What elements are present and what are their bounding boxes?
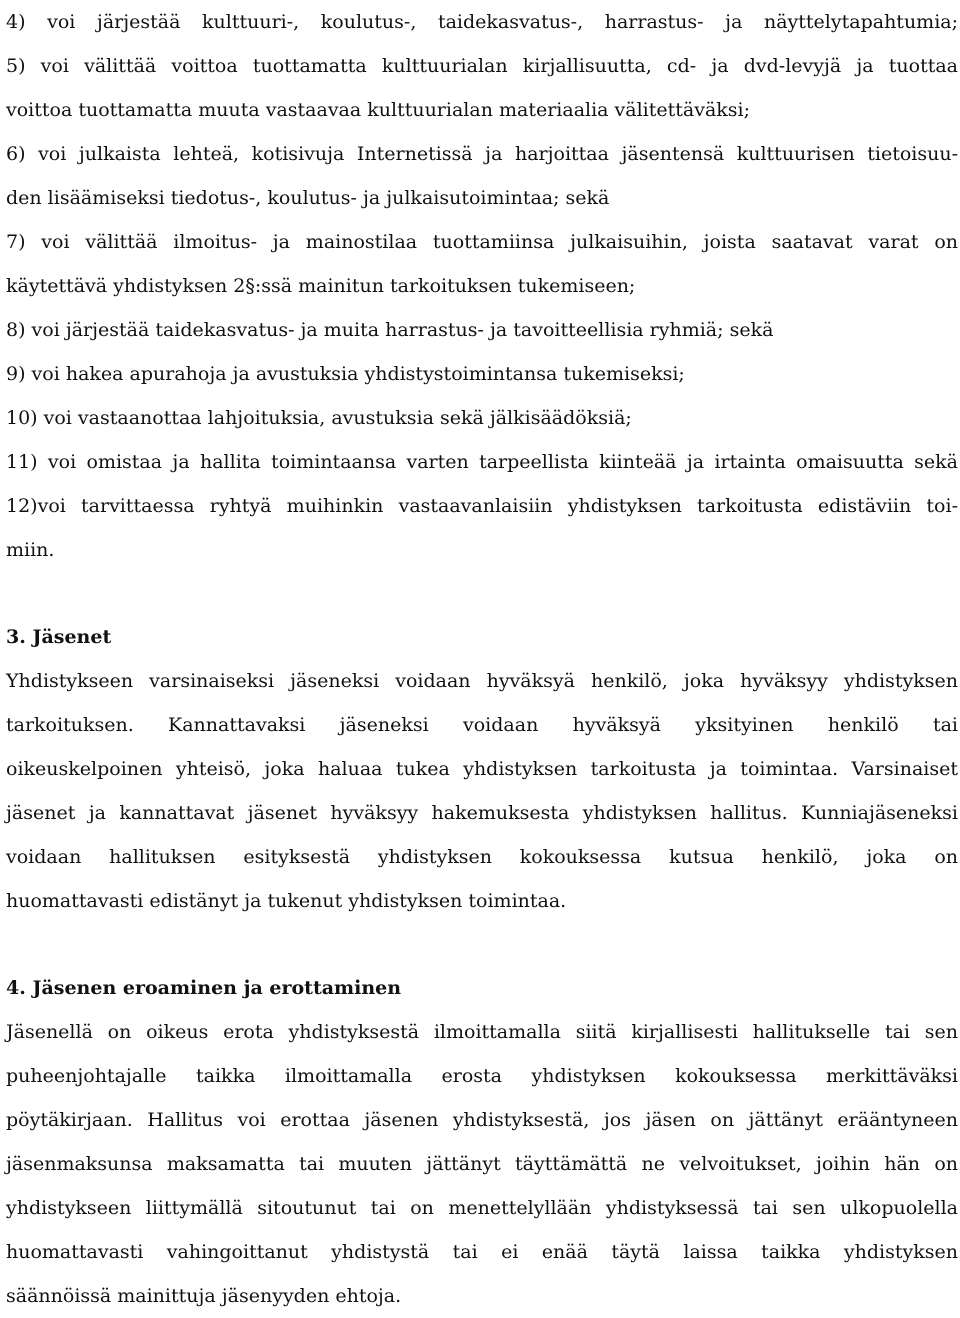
section-resignation [6, 966, 958, 1318]
section-heading: 3. Jäsenet [6, 626, 112, 648]
paragraph-line: Jäsenellä on oikeus erota yhdistyksestä ilmoittamalla siitä kirjallisesti hallitukselle tai sen [6, 1021, 958, 1043]
list-item: 6) voi julkaista lehteä, kotisivuja Internetissä ja harjoittaa jäsentensä kulttuurisen tietoisuu- [6, 143, 958, 165]
paragraph-line: voidaan hallituksen esityksestä yhdistyksen kokouksessa kutsua henkilö, joka on [6, 846, 958, 868]
paragraph-line: jäsenmaksunsa maksamatta tai muuten jättänyt täyttämättä ne velvoitukset, joihin hän on [6, 1153, 958, 1175]
list-item: 11) voi omistaa ja hallita toimintaansa varten tarpeellista kiinteää ja irtainta omaisuutta sekä [6, 451, 958, 473]
section-spacer [6, 572, 958, 615]
list-item-continuation: miin. [6, 539, 55, 561]
section-members [6, 615, 958, 923]
paragraph-line: säännöissä mainittuja jäsenyyden ehtoja. [6, 1285, 402, 1307]
list-item: 9) voi hakea apurahoja ja avustuksia yhdistystoimintansa tukemiseksi; [6, 363, 685, 385]
paragraph-line: oikeuskelpoinen yhteisö, joka haluaa tukea yhdistyksen tarkoitusta ja toimintaa. Varsinaiset [6, 758, 958, 780]
section-heading: 4. Jäsenen eroaminen ja erottaminen [6, 977, 402, 999]
paragraph-line: puheenjohtajalle taikka ilmoittamalla erosta yhdistyksen kokouksessa merkittäväksi [6, 1065, 958, 1087]
purpose-list [6, 0, 958, 572]
document-page [6, 0, 958, 1318]
paragraph-line: huomattavasti edistänyt ja tukenut yhdistyksen toimintaa. [6, 890, 567, 912]
list-item: 8) voi järjestää taidekasvatus- ja muita harrastus- ja tavoitteellisia ryhmiä; sekä [6, 319, 774, 341]
section-spacer [6, 923, 958, 966]
list-item: 4) voi järjestää kulttuuri-, koulutus-, taidekasvatus-, harrastus- ja näyttelytapahtumia; [6, 11, 958, 33]
list-item: 5) voi välittää voittoa tuottamatta kulttuurialan kirjallisuutta, cd- ja dvd-levyjä ja tuottaa [6, 55, 958, 77]
paragraph-line: Yhdistykseen varsinaiseksi jäseneksi voidaan hyväksyä henkilö, joka hyväksyy yhdistyksen [6, 670, 958, 692]
list-item-continuation: den lisäämiseksi tiedotus-, koulutus- ja julkaisutoimintaa; sekä [6, 187, 610, 209]
paragraph-line: tarkoituksen. Kannattavaksi jäseneksi voidaan hyväksyä yksityinen henkilö tai [6, 714, 958, 736]
list-item: 12)voi tarvittaessa ryhtyä muihinkin vastaavanlaisiin yhdistyksen tarkoitusta edistäviin toi- [6, 495, 958, 517]
paragraph-line: huomattavasti vahingoittanut yhdistystä tai ei enää täytä laissa taikka yhdistyksen [6, 1241, 958, 1263]
paragraph-line: jäsenet ja kannattavat jäsenet hyväksyy hakemuksesta yhdistyksen hallitus. Kunniajäseneksi [6, 802, 958, 824]
paragraph-line: yhdistykseen liittymällä sitoutunut tai on menettelyllään yhdistyksessä tai sen ulkopuolella [6, 1197, 958, 1219]
list-item: 10) voi vastaanottaa lahjoituksia, avustuksia sekä jälkisäädöksiä; [6, 407, 632, 429]
list-item-continuation: voittoa tuottamatta muuta vastaavaa kulttuurialan materiaalia välitettäväksi; [6, 99, 751, 121]
list-item-continuation: käytettävä yhdistyksen 2§:ssä mainitun tarkoituksen tukemiseen; [6, 275, 636, 297]
paragraph-line: pöytäkirjaan. Hallitus voi erottaa jäsenen yhdistyksestä, jos jäsen on jättänyt erääntyneen [6, 1109, 958, 1131]
list-item: 7) voi välittää ilmoitus- ja mainostilaa tuottamiinsa julkaisuihin, joista saatavat varat on [6, 231, 958, 253]
